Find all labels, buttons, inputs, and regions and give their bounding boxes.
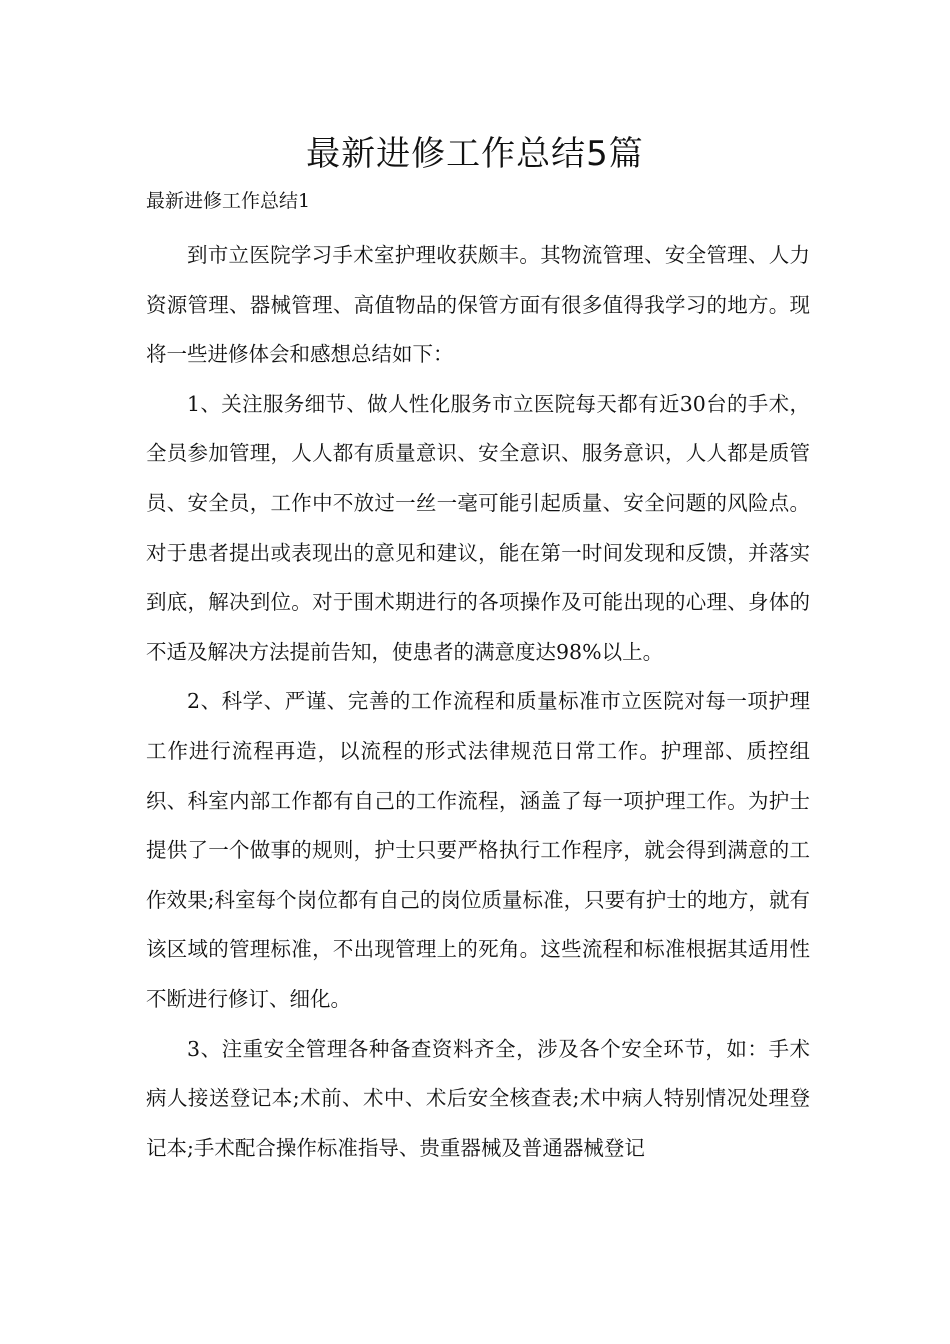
document-title: 最新进修工作总结5篇	[306, 134, 644, 174]
section-heading: 最新进修工作总结1	[146, 190, 311, 212]
document-body	[146, 231, 810, 1173]
paragraph-1: 1、关注服务细节、做人性化服务市立医院每天都有近30台的手术，全员参加管理，人人都有质量意识、安全意识、服务意识，人人都是质管员、安全员，工作中不放过一丝一毫可能引起质量、安全问题的风险点。对于患者提出或表现出的意见和建议，能在第一时间发现和反馈，并落实到底，解决到位。对于围术期进行的各项操作及可能出现的心理、身体的不适及解决方法提前告知，使患者的满意度达98%以上。	[146, 391, 810, 664]
paragraph-3: 3、注重安全管理各种备查资料齐全，涉及各个安全环节，如：手术病人接送登记本;术前、术中、术后安全核查表;术中病人特别情况处理登记本;手术配合操作标准指导、贵重器械及普通器械登记	[146, 1036, 810, 1160]
paragraph-2: 2、科学、严谨、完善的工作流程和质量标准市立医院对每一项护理工作进行流程再造，以流程的形式法律规范日常工作。护理部、质控组织、科室内部工作都有自己的工作流程，涵盖了每一项护理工作。为护士提供了一个做事的规则，护士只要严格执行工作程序，就会得到满意的工作效果;科室每个岗位都有自己的岗位质量标准，只要有护士的地方，就有该区域的管理标准，不出现管理上的死角。这些流程和标准根据其适用性不断进行修订、细化。	[146, 689, 810, 1011]
paragraph-intro: 到市立医院学习手术室护理收获颇丰。其物流管理、安全管理、人力资源管理、器械管理、高值物品的保管方面有很多值得我学习的地方。现将一些进修体会和感想总结如下：	[146, 243, 810, 367]
